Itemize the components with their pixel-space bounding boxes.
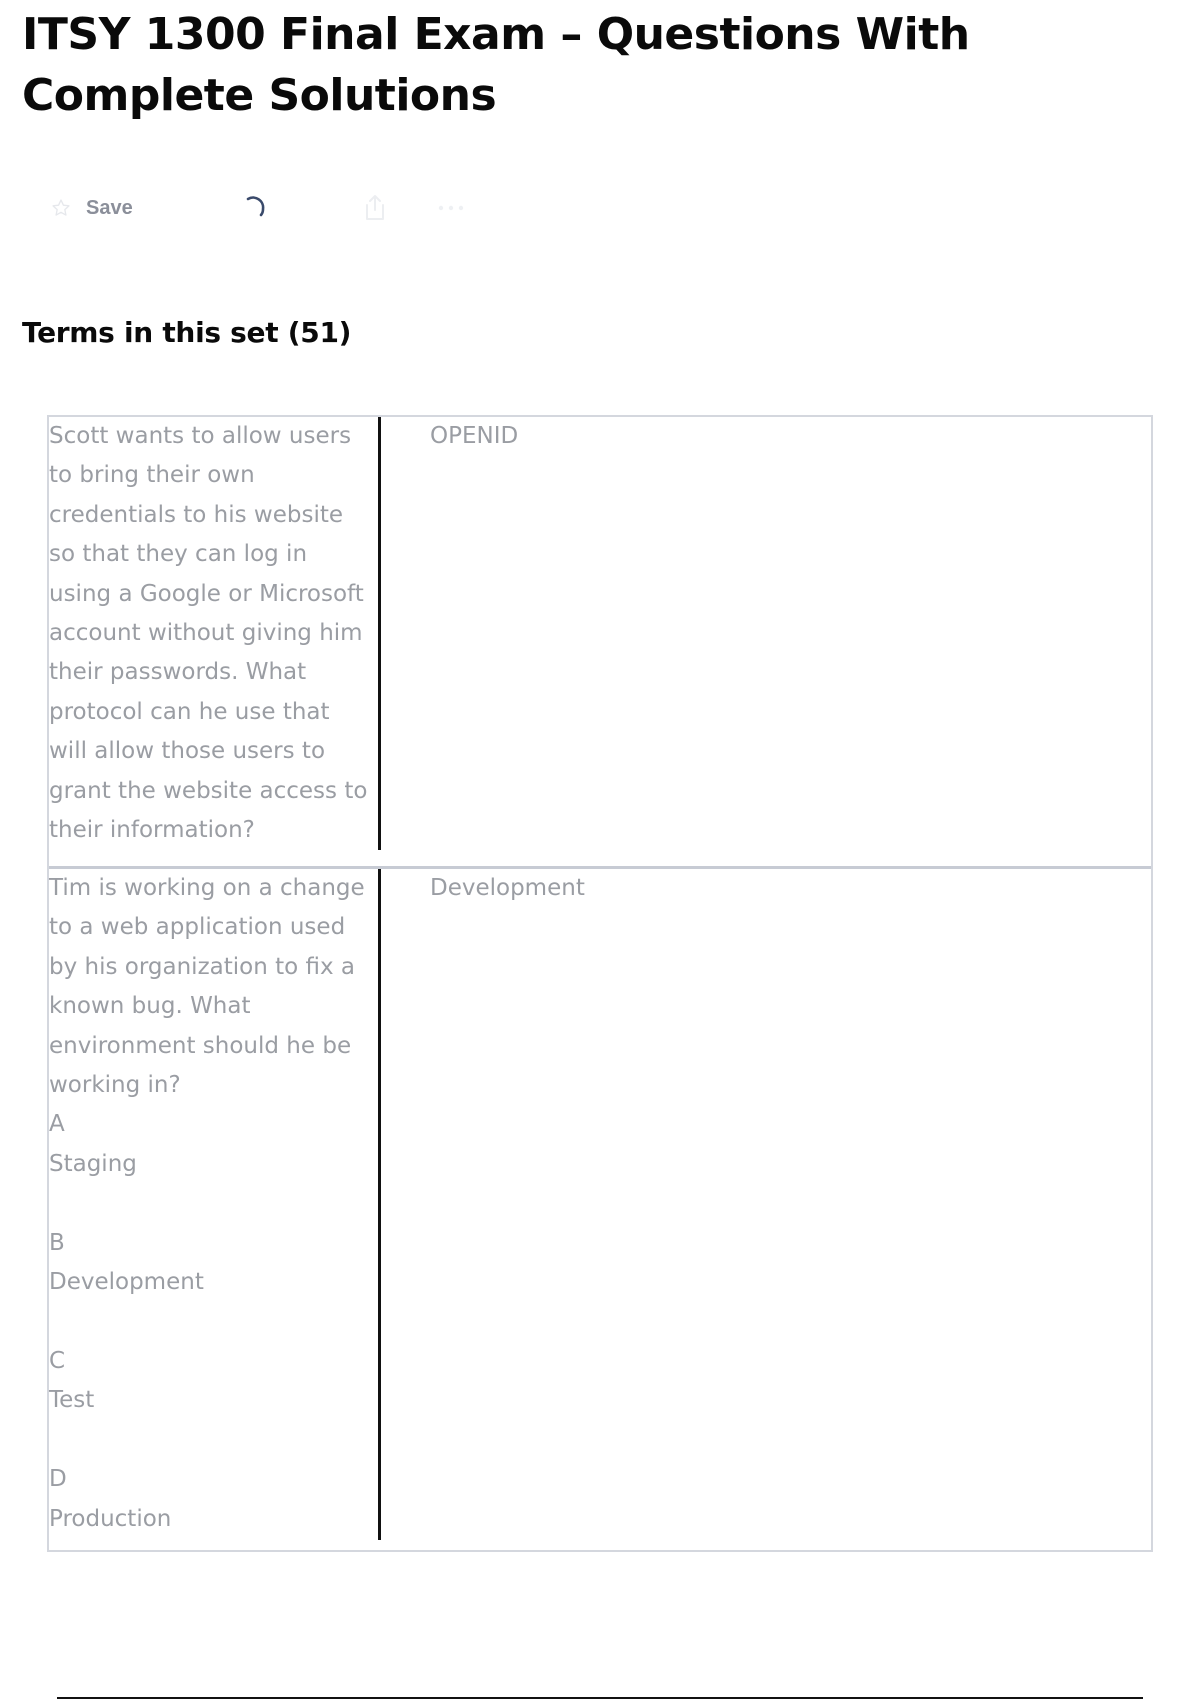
page-title: ITSY 1300 Final Exam – Questions With Complete Solutions	[22, 9, 970, 121]
term-answer: Development	[430, 875, 585, 901]
save-button[interactable]	[50, 190, 133, 226]
set-toolbar	[50, 190, 510, 226]
page-divider	[57, 1697, 1143, 1699]
term-divider	[378, 417, 381, 850]
term-question: Scott wants to allow users to bring their own credentials to his website so that they can log in using a Google or Microsoft account without giving him their passwords. What protocol can he use that will allow those users to grant the website access to their information?	[49, 423, 375, 844]
term-answer: OPENID	[430, 423, 519, 449]
more-icon	[436, 203, 466, 213]
terms-heading: Terms in this set (51)	[22, 316, 352, 349]
term-card[interactable]	[49, 417, 1151, 866]
loading-spinner	[240, 190, 270, 226]
more-options-button[interactable]	[436, 190, 466, 226]
share-button[interactable]	[362, 190, 388, 226]
share-icon	[362, 193, 388, 223]
term-question: Tim is working on a change to a web application used by his organization to fix a known bug. What environment should he be working in? A Staging B Development C Test D Production	[49, 875, 365, 1532]
star-icon	[50, 197, 72, 219]
loading-spinner-icon	[240, 193, 270, 223]
terms-table	[47, 415, 1153, 1552]
term-card[interactable]	[49, 866, 1151, 1550]
term-divider	[378, 869, 381, 1540]
save-label: Save	[86, 196, 133, 219]
